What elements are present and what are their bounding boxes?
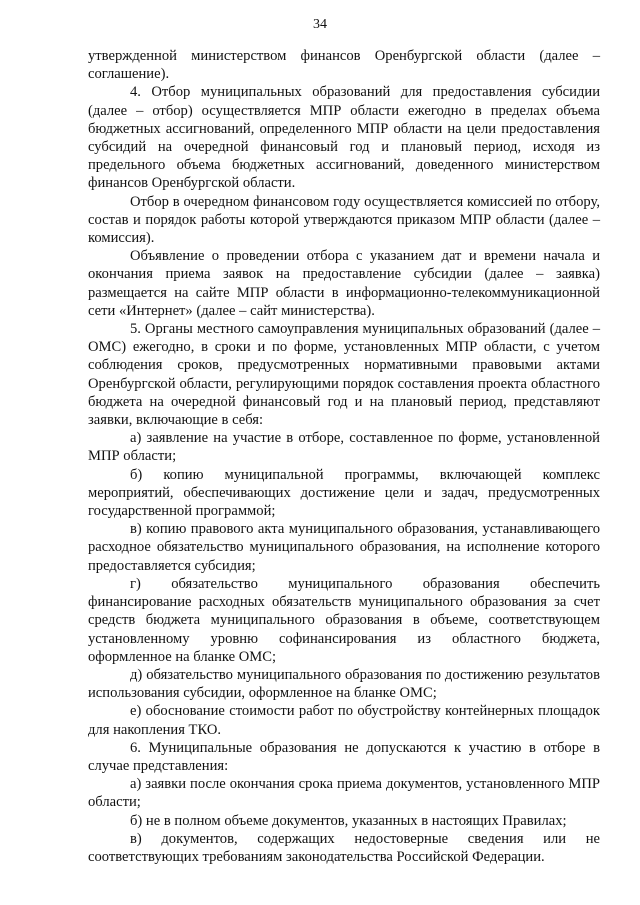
list-item: а) заявки после окончания срока приема документов, установленного МПР области; [88,776,600,811]
paragraph: утвержденной министерством финансов Оренбургской области (далее – соглашение). [88,48,600,83]
paragraph: 6. Муниципальные образования не допускаются к участию в отборе в случае представления: [88,739,600,774]
list-item: б) не в полном объеме документов, указанных в настоящих Правилах; [130,812,567,829]
paragraph: 5. Органы местного самоуправления муниципальных образований (далее – ОМС) ежегодно, в сроки и по форме, установленных МПР области, с учетом соблюдения сроков, предусмотренных нормативными правовыми актами Оренбургской области, регулирующими порядок составления проекта областного бюджета на очередной финансовый год и на плановый период, представляют заявки, включающие в себя: [88,321,600,429]
list-item: д) обязательство муниципального образования по достижению результатов использования субсидии, оформленное на бланке ОМС; [88,666,600,702]
paragraph: Объявление о проведении отбора с указанием дат и времени начала и окончания приема заявок на предоставление субсидии (далее – заявка) размещается на сайте МПР области в информационно-телекоммуникационной сети «Интернет» (далее – сайт министерства). [88,248,600,319]
page-number: 34 [313,17,327,32]
list-item: в) копию правового акта муниципального образования, устанавливающего расходное обязательство муниципального образования, на исполнение которого предоставляется субсидия; [88,521,600,574]
list-item: г) обязательство муниципального образования обеспечить финансирование расходных обязательств муниципального образования за счет средств бюджета муниципального образования в объеме, соответствующем установленному уровню софинансирования из областного бюджета, оформленное на бланке ОМС; [88,575,600,665]
paragraph: Отбор в очередном финансовом году осуществляется комиссией по отбору, состав и порядок работы которой утверждаются приказом МПР области (далее – комиссия). [88,193,600,247]
paragraph: 4. Отбор муниципальных образований для предоставления субсидии (далее – отбор) осуществляется МПР области ежегодно в пределах объема бюджетных ассигнований, определенного МПР области на цели предоставления субсидий на очередной финансовый год и плановый период, исходя из предельного объема бюджетных ассигнований, доведенного министерством финансов Оренбургской области. [88,84,600,192]
list-item: е) обоснование стоимости работ по обустройству контейнерных площадок для накопления ТКО. [88,703,600,738]
list-item: в) документов, содержащих недостоверные сведения или не соответствующих требованиям законодательства Российской Федерации. [88,830,600,865]
list-item: а) заявление на участие в отборе, составленное по форме, установленной МПР области; [88,430,600,465]
list-item: б) копию муниципальной программы, включающей комплекс мероприятий, обеспечивающих достижение цели и задач, предусмотренных государственной программой; [88,466,600,520]
document-body [88,47,600,866]
